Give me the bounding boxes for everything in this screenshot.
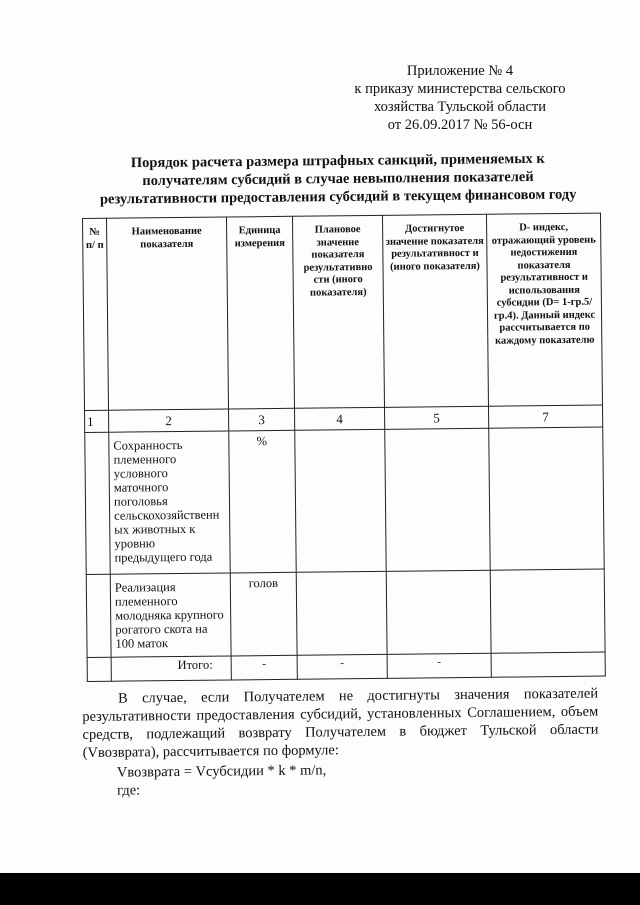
header-cell-d-index: D- индекс, отражающий уровень недостижения показателя результативност и использования субсидии (D= 1-гр.5/гр.4). Данный индекс рассчитывается по каждому показателю xyxy=(486,213,602,406)
total-empty xyxy=(87,657,111,681)
row-fact xyxy=(385,428,490,571)
table-row xyxy=(85,427,604,574)
row-num xyxy=(86,574,111,657)
row-d-index xyxy=(489,427,604,570)
col-number: 3 xyxy=(229,408,295,431)
col-number: 2 xyxy=(109,409,229,432)
row-unit: голов xyxy=(230,572,297,656)
scan-edge-bar xyxy=(0,873,640,905)
title-line-3: результативности предоставления субсидий в текущем финансовом году xyxy=(99,186,577,208)
title-line-1: Порядок расчета размера штрафных санкций, применяемых к xyxy=(130,150,545,172)
row-d-index xyxy=(490,569,605,653)
col-number: 5 xyxy=(384,406,488,429)
row-num xyxy=(85,432,110,574)
header-cell-unit: Единица измерения xyxy=(226,216,294,409)
appendix-line-2: к приказу министерства сельского xyxy=(354,81,566,97)
header-cell-fact: Достигнутое значение показателя результативност и (иного показателя) xyxy=(382,214,488,407)
header-cell-num: № п/ п xyxy=(83,218,109,410)
col-number: 1 xyxy=(85,410,109,432)
row-name: Сохранность племенного условного маточного поголовья сельскохозяйственн ых животных к уровню предыдущего года xyxy=(109,431,230,574)
body-text xyxy=(82,685,599,800)
total-fact: - xyxy=(387,653,491,678)
total-label: Итого: xyxy=(111,656,231,681)
document-title xyxy=(78,149,599,208)
body-paragraph: В случае, если Получателем не достигнуты значения показателей результативности предоставления субсидий, установленных Соглашением, объем средств, подлежащий возврату Получателем в бюджет Тульской области (Vвозврата), рассчитывается по формуле: xyxy=(82,685,599,761)
formula-line: Vвозврата = Vсубсидии * k * m/n, xyxy=(116,762,327,781)
row-fact xyxy=(386,570,491,654)
total-plan: - xyxy=(297,654,387,679)
appendix-header xyxy=(340,62,580,134)
title-line-2: получателям субсидий в случае невыполнения показателей xyxy=(142,168,534,190)
total-unit: - xyxy=(231,655,297,680)
row-plan xyxy=(296,571,387,655)
appendix-line-4: от 26.09.2017 № 56-осн xyxy=(387,117,533,133)
total-d-index xyxy=(491,652,605,677)
header-row xyxy=(83,213,603,410)
row-name: Реализация племенного молодняка крупного рогатого скота на 100 маток xyxy=(110,573,231,657)
header-cell-plan: Плановое значение показателя результативно сти (иного показателя) xyxy=(292,215,384,408)
row-unit: % xyxy=(229,430,296,573)
row-plan xyxy=(295,429,386,572)
table-row xyxy=(86,569,605,657)
col-number: 7 xyxy=(488,405,602,428)
appendix-line-3: хозяйства Тульской области xyxy=(373,99,547,115)
appendix-line-1: Приложение № 4 xyxy=(406,63,514,79)
col-number: 4 xyxy=(295,407,385,430)
total-row xyxy=(87,652,605,681)
header-cell-name: Наименование показателя xyxy=(107,217,229,410)
where-line: где: xyxy=(116,782,141,799)
penalty-table xyxy=(82,213,606,682)
